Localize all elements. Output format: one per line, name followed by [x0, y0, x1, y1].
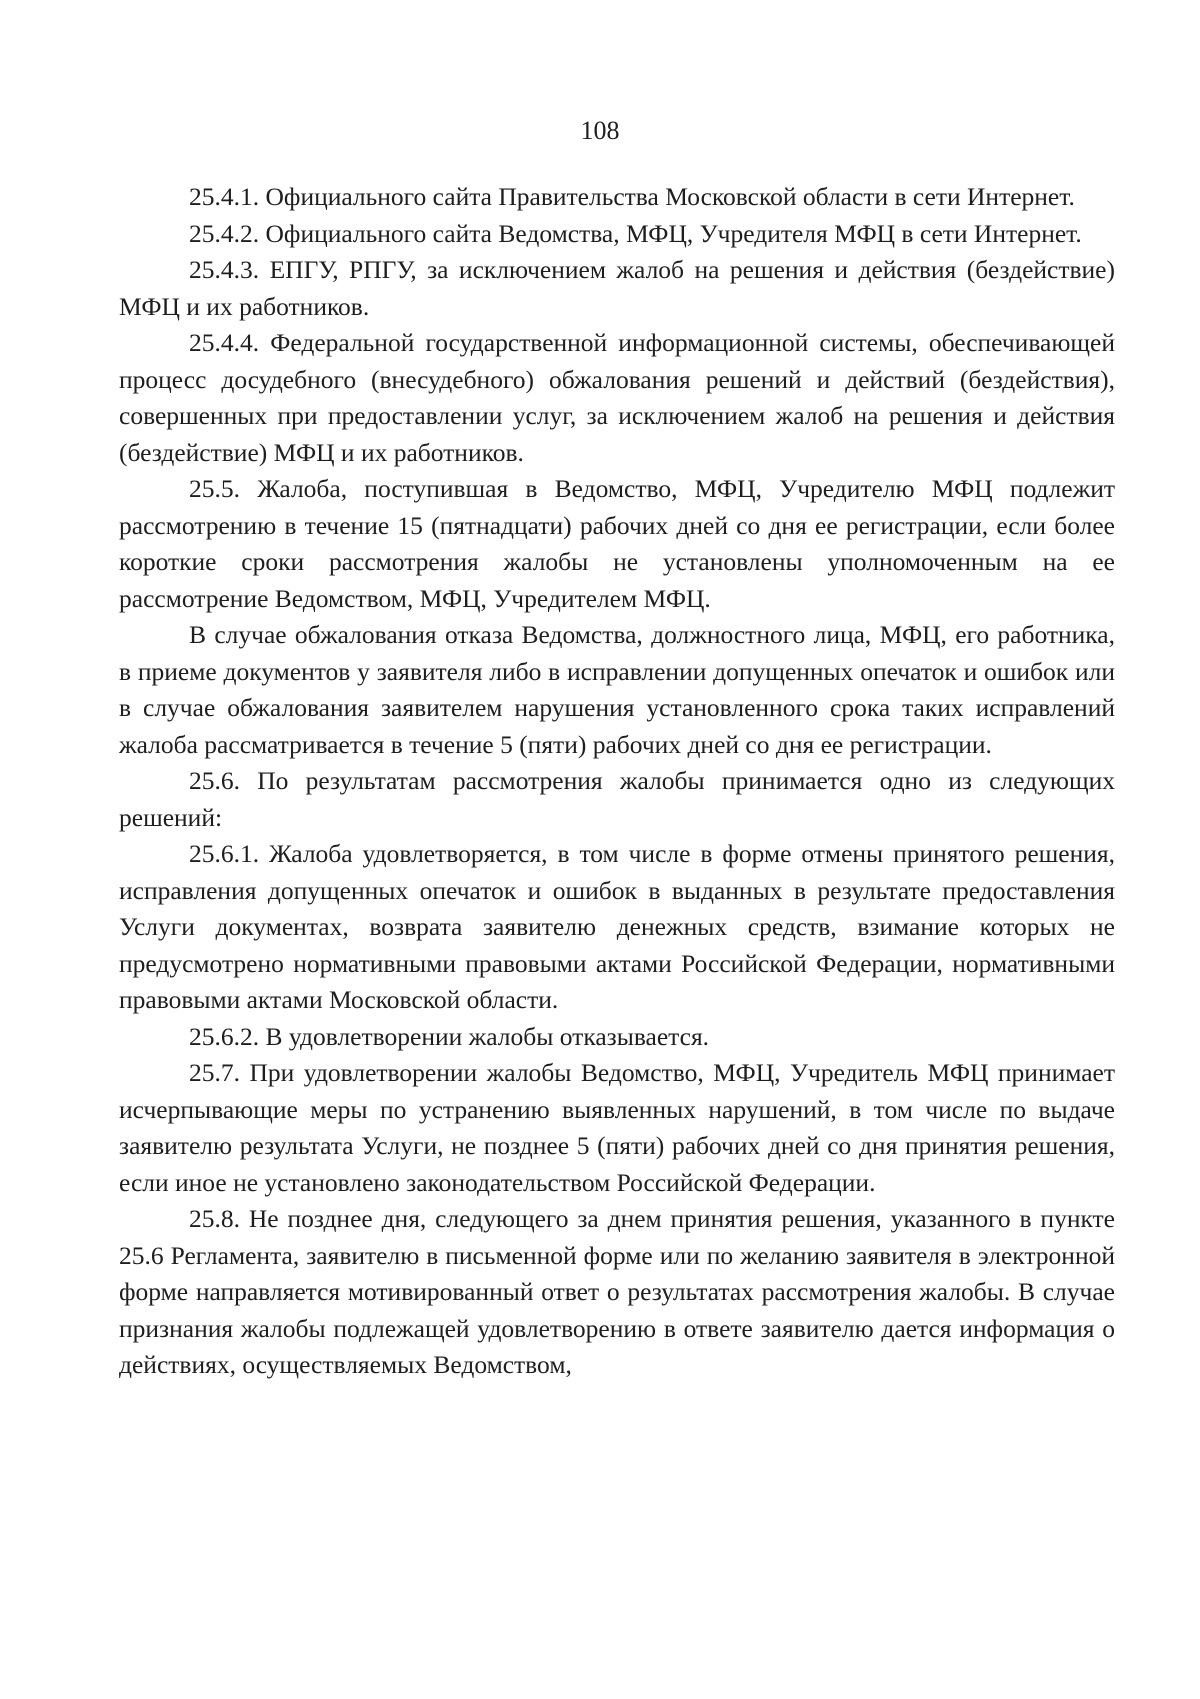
paragraph-25-6-2: 25.6.2. В удовлетворении жалобы отказывается. [189, 1021, 710, 1051]
paragraph-25-6-1: 25.6.1. Жалоба удовлетворяется, в том числе в форме отмены принятого решения, исправления допущенных опечаток и ошибок в выданных в результате предоставления Услуги документах, возврата заявителю денежных средств, взимание которых не предусмотрено нормативными правовыми актами Российской Федерации, нормативными правовыми актами Московской области. [119, 839, 1115, 1014]
paragraph-25-4-3: 25.4.3. ЕПГУ, РПГУ, за исключением жалоб на решения и действия (бездействие) МФЦ и их работников. [119, 255, 1115, 321]
paragraph-25-4-1: 25.4.1. Официального сайта Правительства Московской области в сети Интернет. [189, 182, 1075, 211]
paragraph-25-7: 25.7. При удовлетворении жалобы Ведомство, МФЦ, Учредитель МФЦ принимает исчерпывающие меры по устранению выявленных нарушений, в том числе по выдаче заявителю результата Услуги, не позднее 5 (пяти) рабочих дней со дня принятия решения, если иное не установлено законодательством Российской Федерации. [119, 1058, 1115, 1197]
paragraph-25-5: 25.5. Жалоба, поступившая в Ведомство, МФЦ, Учредителю МФЦ подлежит рассмотрению в течение 15 (пятнадцати) рабочих дней со дня ее регистрации, если более короткие сроки рассмотрения жалобы не установлены уполномоченным на ее рассмотрение Ведомством, МФЦ, Учредителем МФЦ. [119, 474, 1115, 613]
document-body [119, 179, 1115, 1384]
paragraph-25-4-2: 25.4.2. Официального сайта Ведомства, МФЦ, Учредителя МФЦ в сети Интернет. [189, 218, 1082, 248]
page-number: 108 [580, 116, 620, 145]
paragraph-25-8: 25.8. Не позднее дня, следующего за днем принятия решения, указанного в пункте 25.6 Регламента, заявителю в письменной форме или по желанию заявителя в электронной форме направляется мотивированный ответ о результатах рассмотрения жалобы. В случае признания жалобы подлежащей удовлетворению в ответе заявителю дается информация о действиях, осуществляемых Ведомством, [119, 1204, 1115, 1379]
paragraph-25-5-appeal-refusal: В случае обжалования отказа Ведомства, должностного лица, МФЦ, его работника, в приеме документов у заявителя либо в исправлении допущенных опечаток и ошибок или в случае обжалования заявителем нарушения установленного срока таких исправлений жалоба рассматривается в течение 5 (пяти) рабочих дней со дня ее регистрации. [119, 620, 1115, 759]
paragraph-25-6: 25.6. По результатам рассмотрения жалобы принимается одно из следующих решений: [119, 766, 1115, 832]
paragraph-25-4-4: 25.4.4. Федеральной государственной информационной системы, обеспечивающей процесс досудебного (внесудебного) обжалования решений и действий (бездействия), совершенных при предоставлении услуг, за исключением жалоб на решения и действия (бездействие) МФЦ и их работников. [119, 328, 1115, 467]
